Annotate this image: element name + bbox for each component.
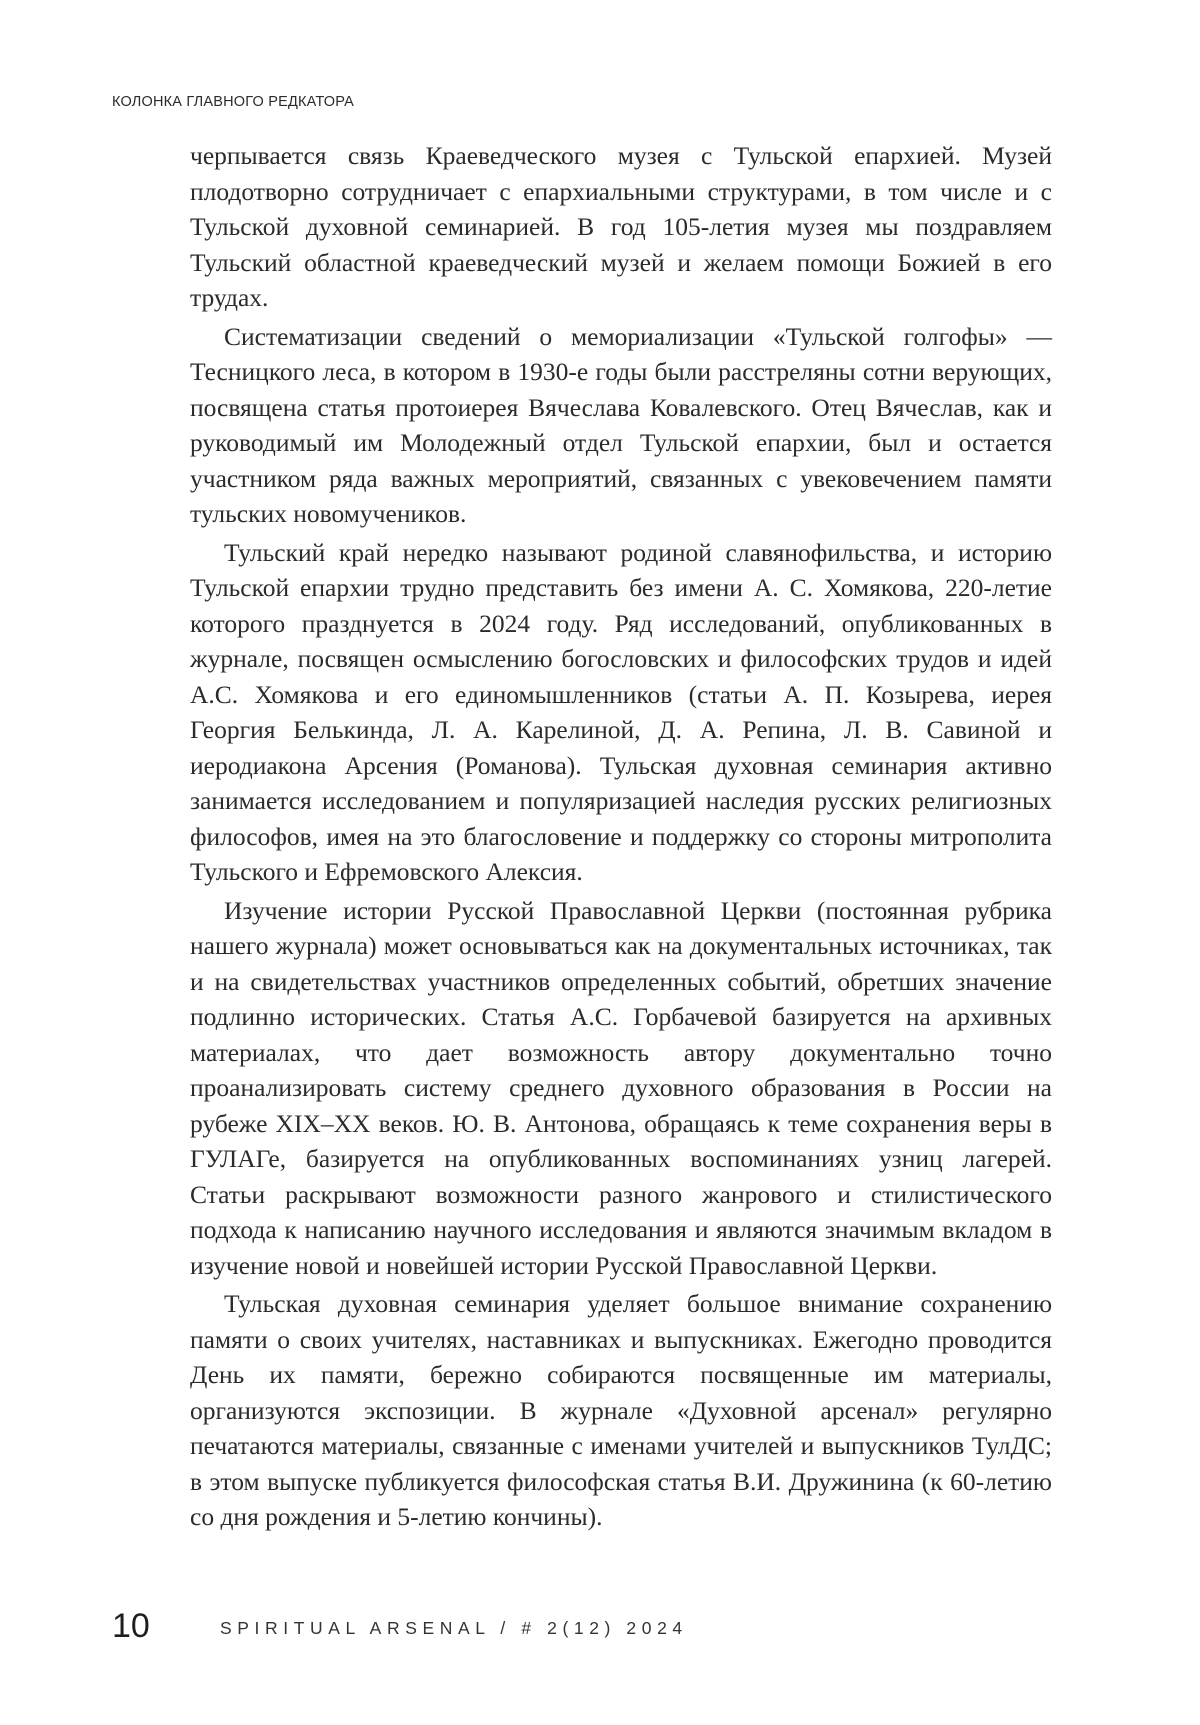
paragraph-continued: черпывается связь Краеведческого музея с Тульской епархией. Музей плодотворно сотрудничает с епархиальными структурами, в том числе и с Тульской духовной семинарией. В год 105-летия музея мы поздравляем Тульский областной краеведческий музей и желаем помощи Божией в его трудах. bbox=[190, 141, 1052, 312]
page-number: 10 bbox=[112, 1606, 150, 1645]
article-body bbox=[190, 138, 1052, 1538]
page-footer bbox=[112, 1604, 688, 1648]
paragraph: Тульская духовная семинария уделяет большое внимание сохранению памяти о своих учителях, наставниках и выпускниках. Ежегодно проводится День их памяти, бережно собираются посвященные им материалы, организуются экспозиции. В журнале «Духовной арсенал» регулярно печатаются материалы, связанные с именами учителей и выпускников ТулДС; в этом выпуске публикуется философская статья В.И. Дружинина (к 60-летию со дня рождения и 5-летию кончины). bbox=[190, 1289, 1052, 1531]
paragraph: Тульский край нередко называют родиной славянофильства, и историю Тульской епархии трудно представить без имени А. С. Хомякова, 220-летие которого празднуется в 2024 году. Ряд исследований, опубликованных в журнале, посвящен осмыслению богословских и философских трудов и идей А.С. Хомякова и его единомышленников (статьи А. П. Козырева, иерея Георгия Белькинда, Л. А. Карелиной, Д. А. Репина, Л. В. Савиной и иеродиакона Арсения (Романова). Тульская духовная семинария активно занимается исследованием и популяризацией наследия русских религиозных философов, имея на это благословение и поддержку со стороны митрополита Тульского и Ефремовского Алексия. bbox=[190, 537, 1052, 886]
journal-title: SPIRITUAL ARSENAL / # 2(12) 2024 bbox=[220, 1617, 688, 1638]
running-header: КОЛОНКА ГЛАВНОГО РЕДКАТОРА bbox=[112, 94, 355, 110]
paragraph: Систематизации сведений о мемориализации «Тульской голгофы» — Тесницкого леса, в котором в 1930-е годы были расстреляны сотни верующих, посвящена статья протоиерея Вячеслава Ковалевского. Отец Вячеслав, как и руководимый им Молодежный отдел Тульской епархии, был и остается участником ряда важных мероприятий, связанных с увековечением памяти тульских новомучеников. bbox=[190, 321, 1052, 528]
paragraph: Изучение истории Русской Православной Церкви (постоянная рубрика нашего журнала) может основываться как на документальных источниках, так и на свидетельствах участников определенных событий, обретших значение подлинно исторических. Статья А.С. Горбачевой базируется на архивных материалах, что дает возможность автору документально точно проанализировать систему среднего духовного образования в России на рубеже XIX–XX веков. Ю. В. Антонова, обращаясь к теме сохранения веры в ГУЛАГе, базируется на опубликованных воспоминаниях узниц лагерей. Статьи раскрывают возможности разного жанрового и стилистического подхода к написанию научного исследования и являются значимым вкладом в изучение новой и новейшей истории Русской Православной Церкви. bbox=[190, 895, 1052, 1280]
